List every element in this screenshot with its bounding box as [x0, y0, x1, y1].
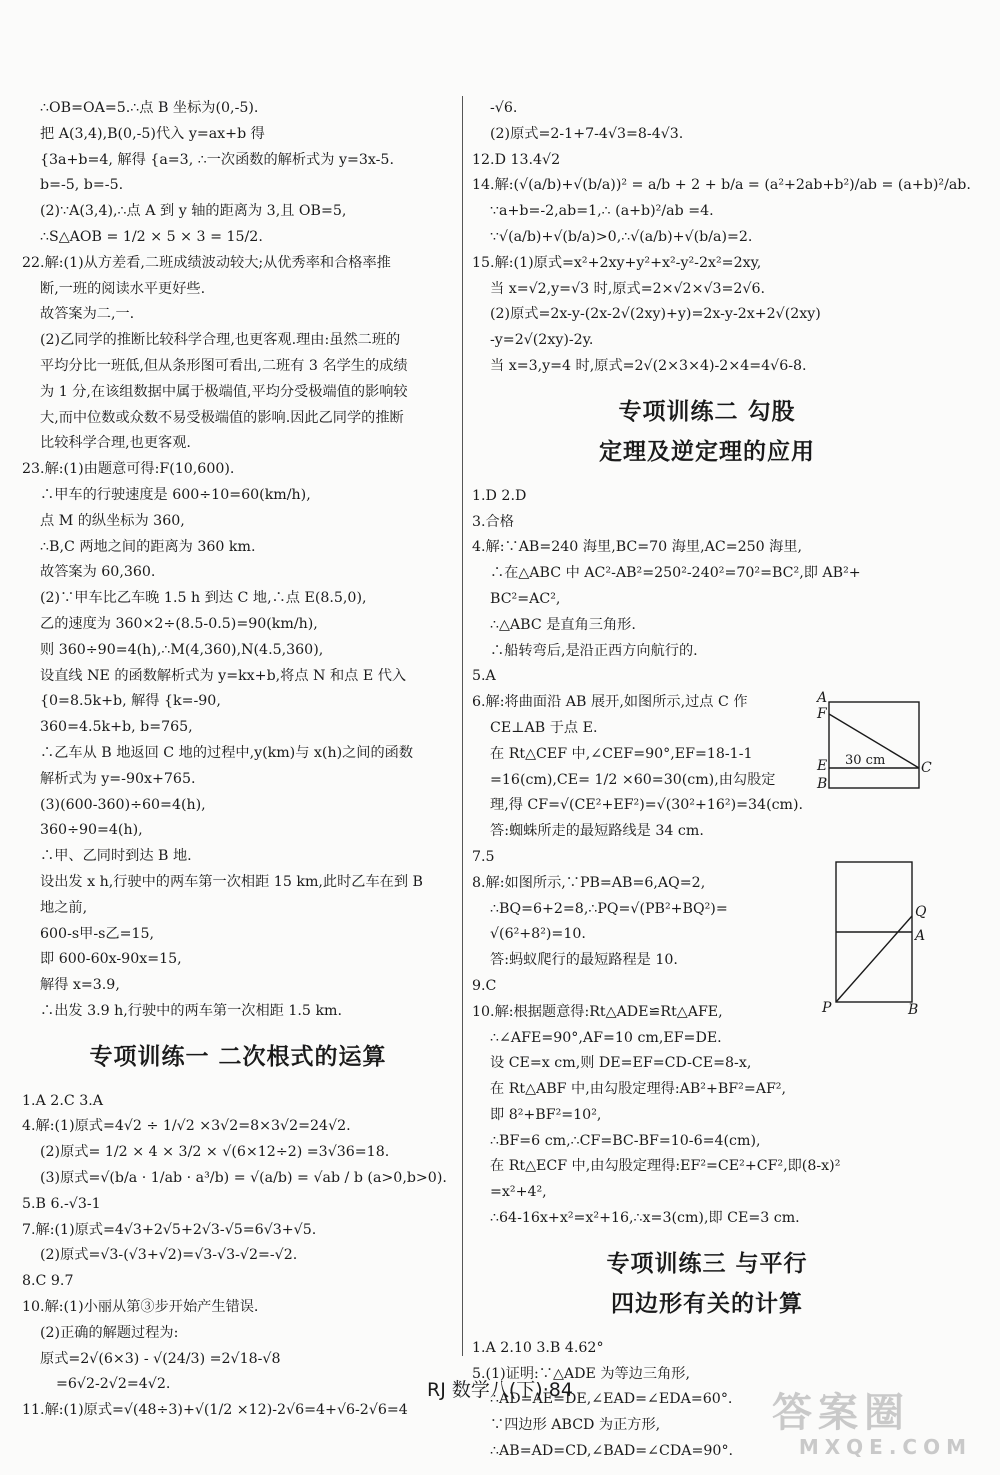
answer-line: 14.解:(√(a/b)+√(b/a))² = a/b + 2 + b/a = (a²+2ab+b²)/ab = (a+b)²/ab. [472, 177, 971, 194]
answer-line: ∴BF=6 cm,∴CF=BC-BF=10-6=4(cm), [490, 1132, 761, 1149]
answer-line: 点 M 的纵坐标为 360, [40, 512, 185, 529]
answer-line: 答:蜘蛛所走的最短路线是 34 cm. [490, 823, 704, 840]
spacer [22, 1079, 454, 1089]
answer-line: 即 8²+BF²=10², [490, 1106, 602, 1123]
answer-line: 4.解:∵AB=240 海里,BC=70 海里,AC=250 海里, [472, 539, 803, 556]
answer-line: ∴BQ=6+2=8,∴PQ=√(PB²+BQ²)= [490, 900, 728, 917]
answer-line: (2)原式=2-1+7-4√3=8-4√3. [490, 125, 684, 142]
answer-line: ∴64-16x+x²=x²+16,∴x=3(cm),即 CE=3 cm. [490, 1210, 800, 1227]
answer-line: 解得 x=3.9, [40, 977, 120, 994]
fig6-label-b: B [817, 776, 828, 792]
answer-line: 大,而中位数或众数不易受极端值的影响.因此乙同学的推断 [40, 409, 404, 426]
answer-line: 比较科学合理,也更客观. [40, 435, 191, 452]
answer-line: 理,得 CF=√(CE²+EF²)=√(30²+16²)=34(cm). [490, 797, 804, 814]
answer-line: 故答案为二,一. [40, 306, 135, 323]
answer-line: 10.解:(1)小丽从第③步开始产生错误. [22, 1299, 259, 1316]
answer-line: 1.A 2.C 3.A [22, 1092, 103, 1109]
answer-line: 10.解:根据题意得:Rt△ADE≌Rt△AFE, [472, 1003, 723, 1020]
answer-line: {3a+b=4, 解得 {a=3, ∴一次函数的解析式为 y=3x-5. [40, 151, 394, 168]
column-divider [462, 96, 463, 1356]
watermark-line1: 答案圈 [772, 1390, 910, 1436]
answer-line: CE⊥AB 于点 E. [490, 719, 598, 736]
left-column [22, 96, 454, 1424]
answer-line: 8.解:如图所示,∵PB=AB=6,AQ=2, [472, 874, 706, 891]
answer-line: 当 x=3,y=4 时,原式=2√(2×3×4)-2×4=4√6-8. [490, 357, 807, 374]
answer-line: 360=4.5k+b, b=765, [40, 719, 193, 736]
section-heading: 专项训练三 与平行 [606, 1250, 808, 1277]
answer-line: 5.B 6.-√3-1 [22, 1195, 101, 1212]
answer-line: -y=2√(2xy)-2y. [490, 332, 594, 349]
answer-line: (3)原式=√(b/a · 1/ab · a³/b) = √(a/b) = √ab / b (a>0,b>0). [40, 1170, 447, 1187]
answer-line: 3.合格 [472, 513, 514, 530]
figure-6-cylinder-unfolded [815, 690, 935, 805]
answer-line: 设直线 NE 的函数解析式为 y=kx+b,将点 N 和点 E 代入 [40, 667, 407, 684]
spacer [472, 474, 942, 484]
answer-line: 答:蚂蚁爬行的最短路程是 10. [490, 952, 678, 969]
answer-line: (2)原式= 1/2 × 4 × 3/2 × √(6×12÷2) =3√36=18. [40, 1144, 390, 1161]
answer-line: ∴B,C 两地之间的距离为 360 km. [40, 538, 256, 555]
answer-line: 9.C [472, 977, 497, 994]
spacer [472, 1232, 942, 1242]
answer-line: ∴甲车的行驶速度是 600÷10=60(km/h), [40, 486, 311, 503]
spacer [472, 1326, 942, 1336]
answer-line: 5.A [472, 668, 496, 685]
answer-line: 15.解:(1)原式=x²+2xy+y²+x²-y²-2x²=2xy, [472, 254, 762, 271]
answer-line: 6.解:将曲面沿 AB 展开,如图所示,过点 C 作 [472, 694, 748, 711]
watermark-logo [772, 1391, 982, 1463]
fig8-label-p: P [822, 1000, 832, 1016]
answer-line: b=-5, b=-5. [40, 177, 124, 194]
answer-line: -√6. [490, 100, 518, 116]
answer-line: (2)原式=√3-(√3+√2)=√3-√3-√2=-√2. [40, 1247, 298, 1264]
answer-line: 1.A 2.10 3.B 4.62° [472, 1339, 604, 1356]
fig8-label-q: Q [915, 904, 927, 920]
fig6-label-e: E [817, 758, 828, 774]
answer-line: 22.解:(1)从方差看,二班成绩波动较大;从优秀率和合格率推 [22, 254, 391, 271]
fig6-label-a: A [817, 690, 828, 706]
answer-line: 则 360÷90=4(h),∴M(4,360),N(4.5,360), [40, 641, 324, 658]
answer-line: 在 Rt△ECF 中,由勾股定理得:EF²=CE²+CF²,即(8-x)² [490, 1158, 841, 1175]
fig8-label-b: B [908, 1002, 919, 1018]
answer-line: (2)乙同学的推断比较科学合理,也更客观.理由:虽然二班的 [40, 332, 401, 349]
answer-line: 7.5 [472, 848, 495, 865]
answer-line: ∴AB=AD=CD,∠BAD=∠CDA=90°. [490, 1443, 734, 1460]
section-heading: 专项训练二 勾股 [618, 398, 796, 425]
answer-line: (2)正确的解题过程为: [40, 1324, 179, 1341]
answer-line: ∵a+b=-2,ab=1,∴ (a+b)²/ab =4. [490, 203, 714, 220]
section-heading: 专项训练一 二次根式的运算 [89, 1043, 387, 1070]
answer-line: ∴AD=AE=DE,∠EAD=∠EDA=60°. [490, 1391, 733, 1408]
answer-line: 故答案为 60,360. [40, 564, 156, 581]
answer-line: ∴OB=OA=5.∴点 B 坐标为(0,-5). [40, 100, 259, 116]
answer-line: (2)∵甲车比乙车晚 1.5 h 到达 C 地,∴点 E(8.5,0), [40, 590, 367, 607]
answer-line: 原式=2√(6×3) - √(24/3) =2√18-√8 [40, 1350, 281, 1367]
answer-line: ∵√(a/b)+√(b/a)>0,∴√(a/b)+√(b/a)=2. [490, 228, 753, 245]
answer-line: =6√2-2√2=4√2. [56, 1376, 171, 1393]
answer-line: 为 1 分,在该组数据中属于极端值,平均分受极端值的影响较 [40, 383, 408, 400]
answer-line: 解析式为 y=-90x+765. [40, 770, 196, 787]
fig6-measure: 30 cm [845, 753, 886, 768]
answer-line: 8.C 9.7 [22, 1273, 74, 1290]
answer-line: ∴S△AOB = 1/2 × 5 × 3 = 15/2. [40, 228, 263, 245]
answer-line: √(6²+8²)=10. [490, 926, 586, 943]
answer-line: 断,一班的阅读水平更好些. [40, 280, 206, 297]
answer-line: 11.解:(1)原式=√(48÷3)+√(1/2 ×12)-2√6=4+√6-2√6=4 [22, 1402, 408, 1419]
section-heading: 定理及逆定理的应用 [599, 438, 815, 465]
answer-line: 当 x=√2,y=√3 时,原式=2×√2×√3=2√6. [490, 280, 766, 297]
answer-line: ∵四边形 ABCD 为正方形, [490, 1417, 661, 1434]
answer-line: 设 CE=x cm,则 DE=EF=CD-CE=8-x, [490, 1055, 752, 1072]
spacer [472, 380, 942, 390]
answer-line: 600-s甲-s乙=15, [40, 925, 155, 942]
answer-line: 12.D 13.4√2 [472, 151, 561, 168]
fig8-label-a: A [915, 928, 926, 944]
answer-line: 360÷90=4(h), [40, 822, 143, 839]
answer-line: {0=8.5k+b, 解得 {k=-90, [40, 693, 221, 710]
answer-line: 地之前, [40, 899, 88, 916]
page-footer: RJ 数学八(下)·84 [427, 1379, 573, 1401]
fig6-label-c: C [921, 760, 932, 776]
answer-line: ∴△ABC 是直角三角形. [490, 616, 636, 633]
answer-line: 平均分比一班低,但从条形图可看出,二班有 3 名学生的成绩 [40, 357, 408, 374]
answer-line: (3)(600-360)÷60=4(h), [40, 796, 206, 813]
answer-line: BC²=AC², [490, 590, 561, 607]
answer-line: 在 Rt△ABF 中,由勾股定理得:AB²+BF²=AF², [490, 1081, 786, 1098]
answer-line: 5.(1)证明:∵△ADE 为等边三角形, [472, 1365, 691, 1382]
answer-line: 设出发 x h,行驶中的两车第一次相距 15 km,此时乙车在到 B [40, 873, 423, 890]
answer-line: ∴在△ABC 中 AC²-AB²=250²-240²=70²=BC²,即 AB²+ [490, 565, 861, 582]
answer-line: 即 600-60x-90x=15, [40, 951, 182, 968]
answer-line: 乙的速度为 360×2÷(8.5-0.5)=90(km/h), [40, 615, 318, 632]
answer-line: (2)原式=2x-y-(2x-2√(2xy)+y)=2x-y-2x+2√(2xy) [490, 306, 821, 323]
answer-line: ∴出发 3.9 h,行驶中的两车第一次相距 1.5 km. [40, 1002, 342, 1019]
answer-line: =x²+4², [490, 1184, 547, 1201]
section-heading: 四边形有关的计算 [611, 1290, 803, 1317]
answer-line: ∴∠AFE=90°,AF=10 cm,EF=DE. [490, 1029, 722, 1046]
answer-line: 4.解:(1)原式=4√2 ÷ 1/√2 ×3√2=8×3√2=24√2. [22, 1118, 351, 1135]
answer-line: 在 Rt△CEF 中,∠CEF=90°,EF=18-1-1 [490, 745, 753, 762]
watermark-line2: MXQE.COM [798, 1435, 972, 1459]
answer-line: ∴乙车从 B 地返回 C 地的过程中,y(km)与 x(h)之间的函数 [40, 744, 414, 761]
answer-line: 把 A(3,4),B(0,-5)代入 y=ax+b 得 [40, 125, 265, 142]
fig6-label-f: F [817, 706, 827, 722]
answer-line: 1.D 2.D [472, 487, 527, 504]
figure-8-box [818, 858, 933, 1018]
answer-line: ∴甲、乙同时到达 B 地. [40, 848, 192, 865]
answer-line: ∴船转弯后,是沿正西方向航行的. [490, 642, 698, 659]
spacer [22, 1025, 454, 1035]
answer-line: =16(cm),CE= 1/2 ×60=30(cm),由勾股定 [490, 771, 776, 788]
answer-line: 7.解:(1)原式=4√3+2√5+2√3-√5=6√3+√5. [22, 1221, 317, 1238]
answer-line: (2)∵A(3,4),∴点 A 到 y 轴的距离为 3,且 OB=5, [40, 203, 347, 220]
answer-line: 23.解:(1)由题意可得:F(10,600). [22, 461, 235, 478]
